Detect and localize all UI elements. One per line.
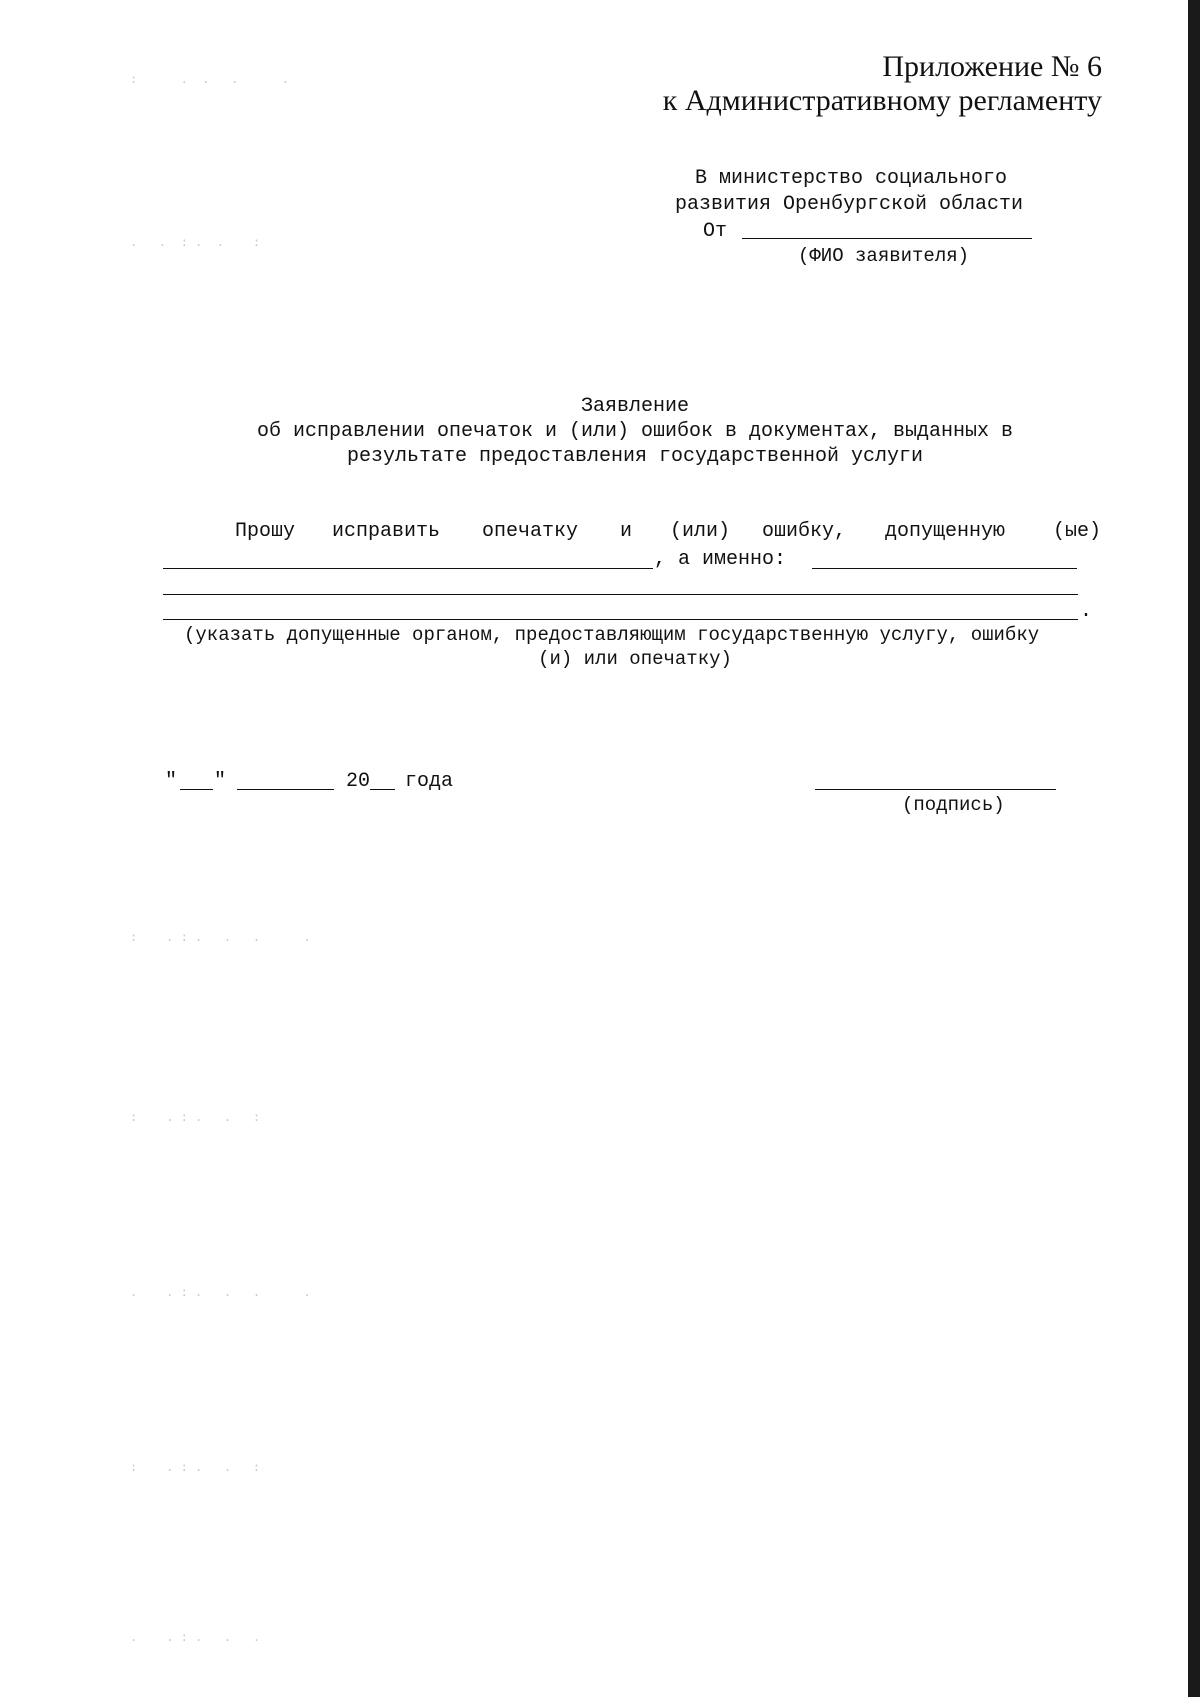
scan-border [1188,0,1200,1697]
error-description-field-2[interactable] [163,594,1078,595]
request-word: (ые) [1053,520,1102,543]
applicant-name-field[interactable] [742,238,1032,239]
date-quote-open: " [165,770,178,793]
request-word: Прошу [235,520,296,543]
statement-subtitle-line-1: об исправлении опечаток и (или) ошибок в документах, выданных в [256,420,1014,443]
date-day-field[interactable] [180,789,213,790]
statement-subtitle-line-2: результате предоставления государственной услуги [346,445,924,468]
scan-noise: . . : . . . [130,1630,261,1644]
signature-field[interactable] [815,789,1056,790]
date-year-prefix: 20 [346,770,371,793]
request-period: . [1080,600,1093,623]
scan-noise: . . : . . : [130,235,261,249]
date-year-field[interactable] [370,789,395,790]
addressee-line-1: В министерство социального [695,167,1008,190]
statement-title: Заявление [580,395,690,418]
error-description-field-3[interactable] [163,619,1078,620]
request-word: исправить [332,520,441,543]
date-month-field[interactable] [237,789,334,790]
request-namely-text: , а именно: [654,548,787,571]
appendix-title: Приложение № 6 [882,50,1102,83]
applicant-name-caption: (ФИО заявителя) [798,245,970,267]
addressee-line-2: развития Оренбургской области [675,193,1024,216]
request-caption-line-1: (указать допущенные органом, предоставляющим государственную услугу, ошибку [184,624,1040,646]
date-year-suffix: года [405,770,454,793]
document-name-field[interactable] [163,568,653,569]
from-label: От [703,220,728,243]
request-word: и [620,520,633,543]
scan-noise: : . : . . : [130,1110,261,1124]
scan-noise: : . : . . : [130,1460,261,1474]
request-word: (или) [670,520,731,543]
request-caption-line-2: (и) или опечатку) [538,648,732,670]
error-description-field-1[interactable] [812,568,1077,569]
scan-noise: : . . . . [130,72,289,86]
request-word: ошибку, [762,520,847,543]
appendix-subtitle: к Административному регламенту [662,84,1102,117]
request-word: опечатку [482,520,579,543]
request-word: допущенную [885,520,1006,543]
scan-noise: : . : . . . . [130,930,311,944]
scan-noise: . . : . . . . [130,1285,311,1299]
date-quote-close: " [214,770,227,793]
signature-caption: (подпись) [902,794,1005,816]
